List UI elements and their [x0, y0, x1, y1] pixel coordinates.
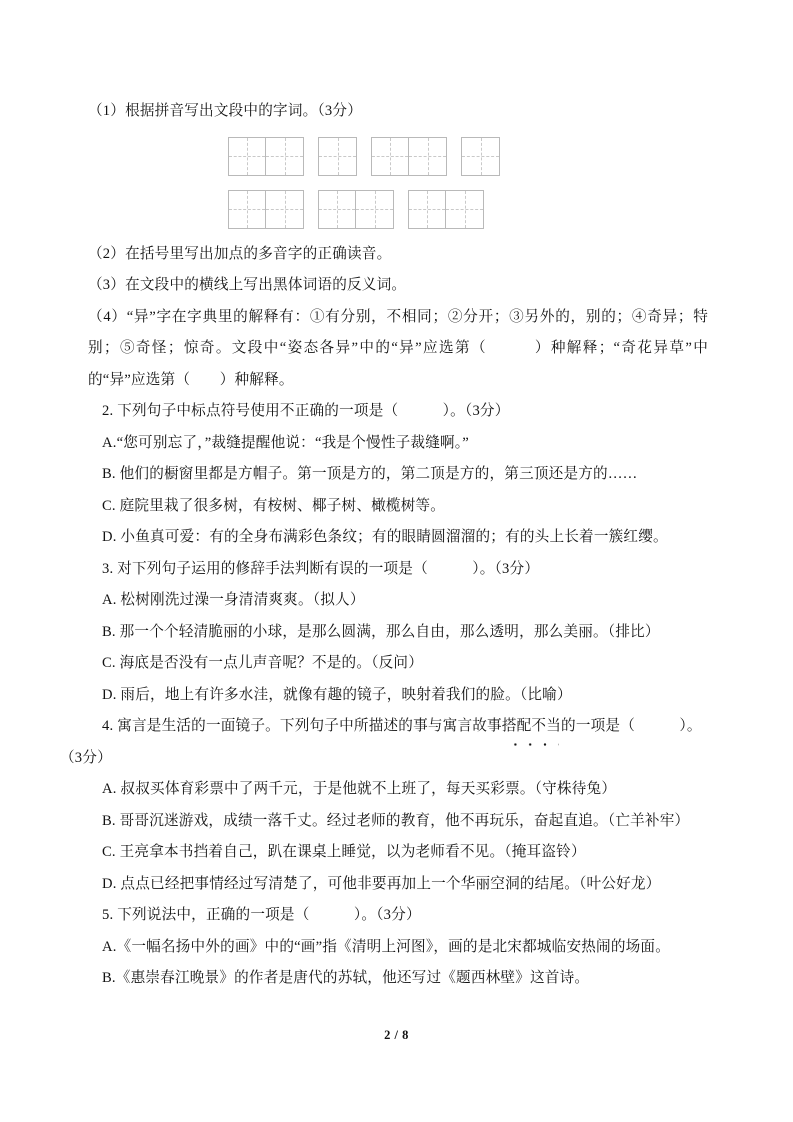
tianzige-cell[interactable] [229, 138, 266, 175]
question1-sub2: （2）在括号里写出加点的多音字的正确读音。 [88, 245, 392, 262]
tianzige-row-1 [88, 137, 708, 176]
question5-stem: 5. 下列说法中，正确的一项是（ ）。（3分） [102, 907, 421, 923]
spacer [88, 229, 708, 239]
page-number: 2 / 8 [384, 1028, 409, 1042]
tianzige-cell[interactable] [266, 191, 303, 228]
tianzige-group[interactable] [371, 137, 447, 176]
question4-option-a[interactable]: A. 叔叔买体育彩票中了两千元，于是他就不上班了，每天买彩票。（守株待兔） [102, 781, 617, 797]
tianzige-group[interactable] [318, 137, 357, 176]
question4-option-d[interactable]: D. 点点已经把事情经过写清楚了，可他非要再加上一个华丽空洞的结尾。（叶公好龙） [102, 875, 661, 892]
tianzige-group[interactable] [461, 137, 500, 176]
question4-stem-part2: 的一项是（ ）。 [561, 718, 702, 734]
tianzige-group[interactable] [408, 190, 484, 229]
question2-option-a[interactable]: A.“您可别忘了，”裁缝提醒他说：“我是个慢性子裁缝啊。” [102, 434, 469, 451]
question1-sub4: （4）“异”字在字典里的解释有：①有分别，不相同；②分开；③另外的，别的；④奇异；特别；⑤奇怪；惊奇。文段中“姿态各异”中的“异”应选第（ ）种解释；“奇花异草”中的“异”应选第（ ）种解释。 [88, 308, 708, 388]
tianzige-row-2 [88, 190, 708, 229]
question3-option-b[interactable]: B. 那一个个轻清脆丽的小球，是那么圆满，那么自由，那么透明，那么美丽。（排比） [102, 623, 660, 640]
tianzige-cell[interactable] [229, 191, 266, 228]
question2-option-b[interactable]: B. 他们的橱窗里都是方帽子。第一顶是方的，第二顶是方的，第三顶还是方的…… [102, 466, 638, 482]
question5-option-b[interactable]: B.《惠崇春江晚景》的作者是唐代的苏轼，他还写过《题西林壁》这首诗。 [102, 970, 590, 986]
tianzige-cell[interactable] [409, 191, 446, 228]
tianzige-cell[interactable] [446, 191, 483, 228]
tianzige-cell[interactable] [266, 138, 303, 175]
question1-sub1: （1）根据拼音写出文段中的字词。（3分） [88, 103, 362, 119]
tianzige-cell[interactable] [319, 191, 356, 228]
tianzige-group[interactable] [228, 137, 304, 176]
tianzige-cell[interactable] [462, 138, 499, 175]
tianzige-group[interactable] [318, 190, 394, 229]
page-content [60, 96, 708, 995]
question3-option-d[interactable]: D. 雨后，地上有许多水洼，就像有趣的镜子，映射着我们的脸。（比喻） [102, 686, 572, 703]
question3-option-a[interactable]: A. 松树刚洗过澡一身清清爽爽。（拟人） [102, 592, 365, 608]
question2-stem: 2. 下列句子中标点符号使用不正确的一项是（ ）。（3分） [102, 403, 510, 419]
question3-stem: 3. 对下列句子运用的修辞手法判断有误的一项是（ ）。（3分） [102, 560, 540, 577]
question4-option-b[interactable]: B. 哥哥沉迷游戏，成绩一落千丈。经过老师的教育，他不再玩乐，奋起直追。（亡羊补牢） [102, 812, 690, 829]
question4-stem [88, 711, 708, 743]
question4-stem-part1: 4. 寓言是生活的一面镜子。下列句子中所描述的事与寓言故事 [102, 718, 502, 734]
tianzige-cell[interactable] [372, 138, 409, 175]
question2-option-c[interactable]: C. 庭院里栽了很多树，有桉树、椰子树、橄榄树等。 [102, 497, 446, 514]
question4-stem-points: （3分） [60, 749, 112, 766]
question4-emphasis-text: 搭配不当 [502, 711, 561, 743]
tianzige-cell[interactable] [356, 191, 393, 228]
tianzige-cell[interactable] [409, 138, 446, 175]
question1-sub3: （3）在文段中的横线上写出黑体词语的反义词。 [88, 277, 407, 293]
question3-option-c[interactable]: C. 海底是否没有一点儿声音呢？不是的。（反问） [102, 655, 424, 671]
question2-option-d[interactable]: D. 小鱼真可爱：有的全身布满彩色条纹；有的眼睛圆溜溜的；有的头上长着一簇红缨。 [102, 529, 668, 545]
tianzige-cell[interactable] [319, 138, 356, 175]
question4-option-c[interactable]: C. 王亮拿本书挡着自己，趴在课桌上睡觉，以为老师看不见。（掩耳盗铃） [102, 844, 586, 860]
question5-option-a[interactable]: A.《一幅名扬中外的画》中的“画”指《清明上河图》，画的是北宋都城临安热闹的场面。 [102, 938, 671, 955]
tianzige-group[interactable] [228, 190, 304, 229]
